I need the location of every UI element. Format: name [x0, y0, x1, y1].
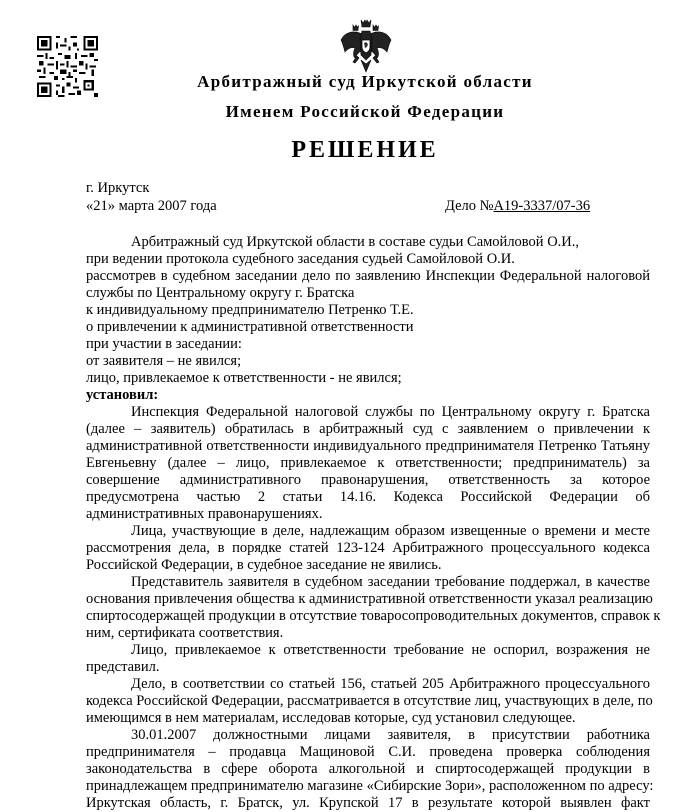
body-line: Российской Федерации, в судебное заседание не явились.	[86, 557, 442, 573]
body-line: принадлежащем предпринимателю магазине «Сибирские Зори», расположенном по адресу:	[86, 778, 654, 794]
city: г. Иркутск	[86, 180, 150, 196]
intro-line: при ведении протокола судебного заседания судьей Самойловой О.И.	[86, 251, 515, 267]
intro-line: службы по Центральному округу г. Братска	[86, 285, 355, 301]
body-line: Дело, в соответствии со статьей 156, статьей 205 Арбитражного процессуального	[131, 676, 650, 692]
russian-coat-of-arms-icon	[339, 18, 393, 74]
case-prefix: Дело №	[445, 198, 494, 214]
body-line: представил.	[86, 659, 160, 675]
body-line: Иркутская область, г. Братск, ул. Крупской 17 в результате которой выявлен факт	[86, 795, 650, 811]
body-line: предусмотрена частью 2 статьи 14.16. Кодекса Российской Федерации об	[86, 489, 650, 505]
body-line: законодательства в сфере оборота алкогольной и спиртосодержащей продукции в	[86, 761, 650, 777]
body-line: кодекса Российской Федерации, рассматривается в отсутствие лиц, участвующих в деле, по	[86, 693, 653, 709]
body-line: Инспекция Федеральной налоговой службы по Центральному округу г. Братска	[131, 404, 650, 420]
body-line: 30.01.2007 должностными лицами заявителя, в присутствии работника	[131, 727, 650, 743]
body-line: спиртосодержащей продукции в отсутствие товаросопроводительных документов, справок к	[86, 608, 661, 624]
intro-line: лицо, привлекаемое к ответственности - не явился;	[86, 370, 402, 386]
body-line: совершение административного правонарушения, ответственность за которое	[86, 472, 650, 488]
intro-line: при участии в заседании:	[86, 336, 242, 352]
body-line: рассмотрения дела, в порядке статей 123-124 Арбитражного процессуального кодекса	[86, 540, 650, 556]
body-line: административной ответственности индивидуального предпринимателя Петренко Татьяну	[86, 438, 650, 454]
body-line: Лица, участвующие в деле, надлежащим образом извещенные о времени и месте	[131, 523, 650, 539]
body-line: административных правонарушениях.	[86, 506, 323, 522]
body-line: имеющимся в нем материалам, исследовав которые, суд установил следующее.	[86, 710, 576, 726]
court-name: Арбитражный суд Иркутской области	[197, 72, 533, 91]
intro-line: о привлечении к административной ответственности	[86, 319, 414, 335]
in-name-of-heading: Именем Российской Федерации	[225, 102, 505, 121]
case-number: А19-3337/07-36	[493, 198, 591, 214]
intro-line: Арбитражный суд Иркутской области в составе судьи Самойловой О.И.,	[131, 234, 580, 250]
body-line: предпринимателя – продавца Мащиновой С.И. проведена проверка соблюдения	[86, 744, 650, 760]
document-title: РЕШЕНИЕ	[291, 137, 439, 163]
case-reference	[445, 198, 590, 215]
decision-date: «21» марта 2007 года	[86, 198, 217, 214]
body-line: ним, сертификата соответствия.	[86, 625, 284, 641]
body-line: (далее – заявитель) обратилась в арбитражный суд с заявлением о привлечении к	[86, 421, 650, 437]
established-label: установил:	[86, 387, 159, 403]
body-line: Представитель заявителя в судебном заседании требование поддержал, в качестве	[131, 574, 650, 590]
intro-line: к индивидуальному предпринимателю Петренко Т.Е.	[86, 302, 414, 318]
intro-line: рассмотрев в судебном заседании дело по заявлению Инспекции Федеральной налоговой	[86, 268, 650, 284]
body-line: Лицо, привлекаемое к ответственности требование не оспорил, возражения не	[131, 642, 650, 658]
body-line: Евгеньевну (далее – лицо, привлекаемое к ответственности; предприниматель) за	[86, 455, 650, 471]
body-line: основания привлечения общества к административной ответственности указал реализацию	[86, 591, 653, 607]
intro-line: от заявителя – не явился;	[86, 353, 242, 369]
